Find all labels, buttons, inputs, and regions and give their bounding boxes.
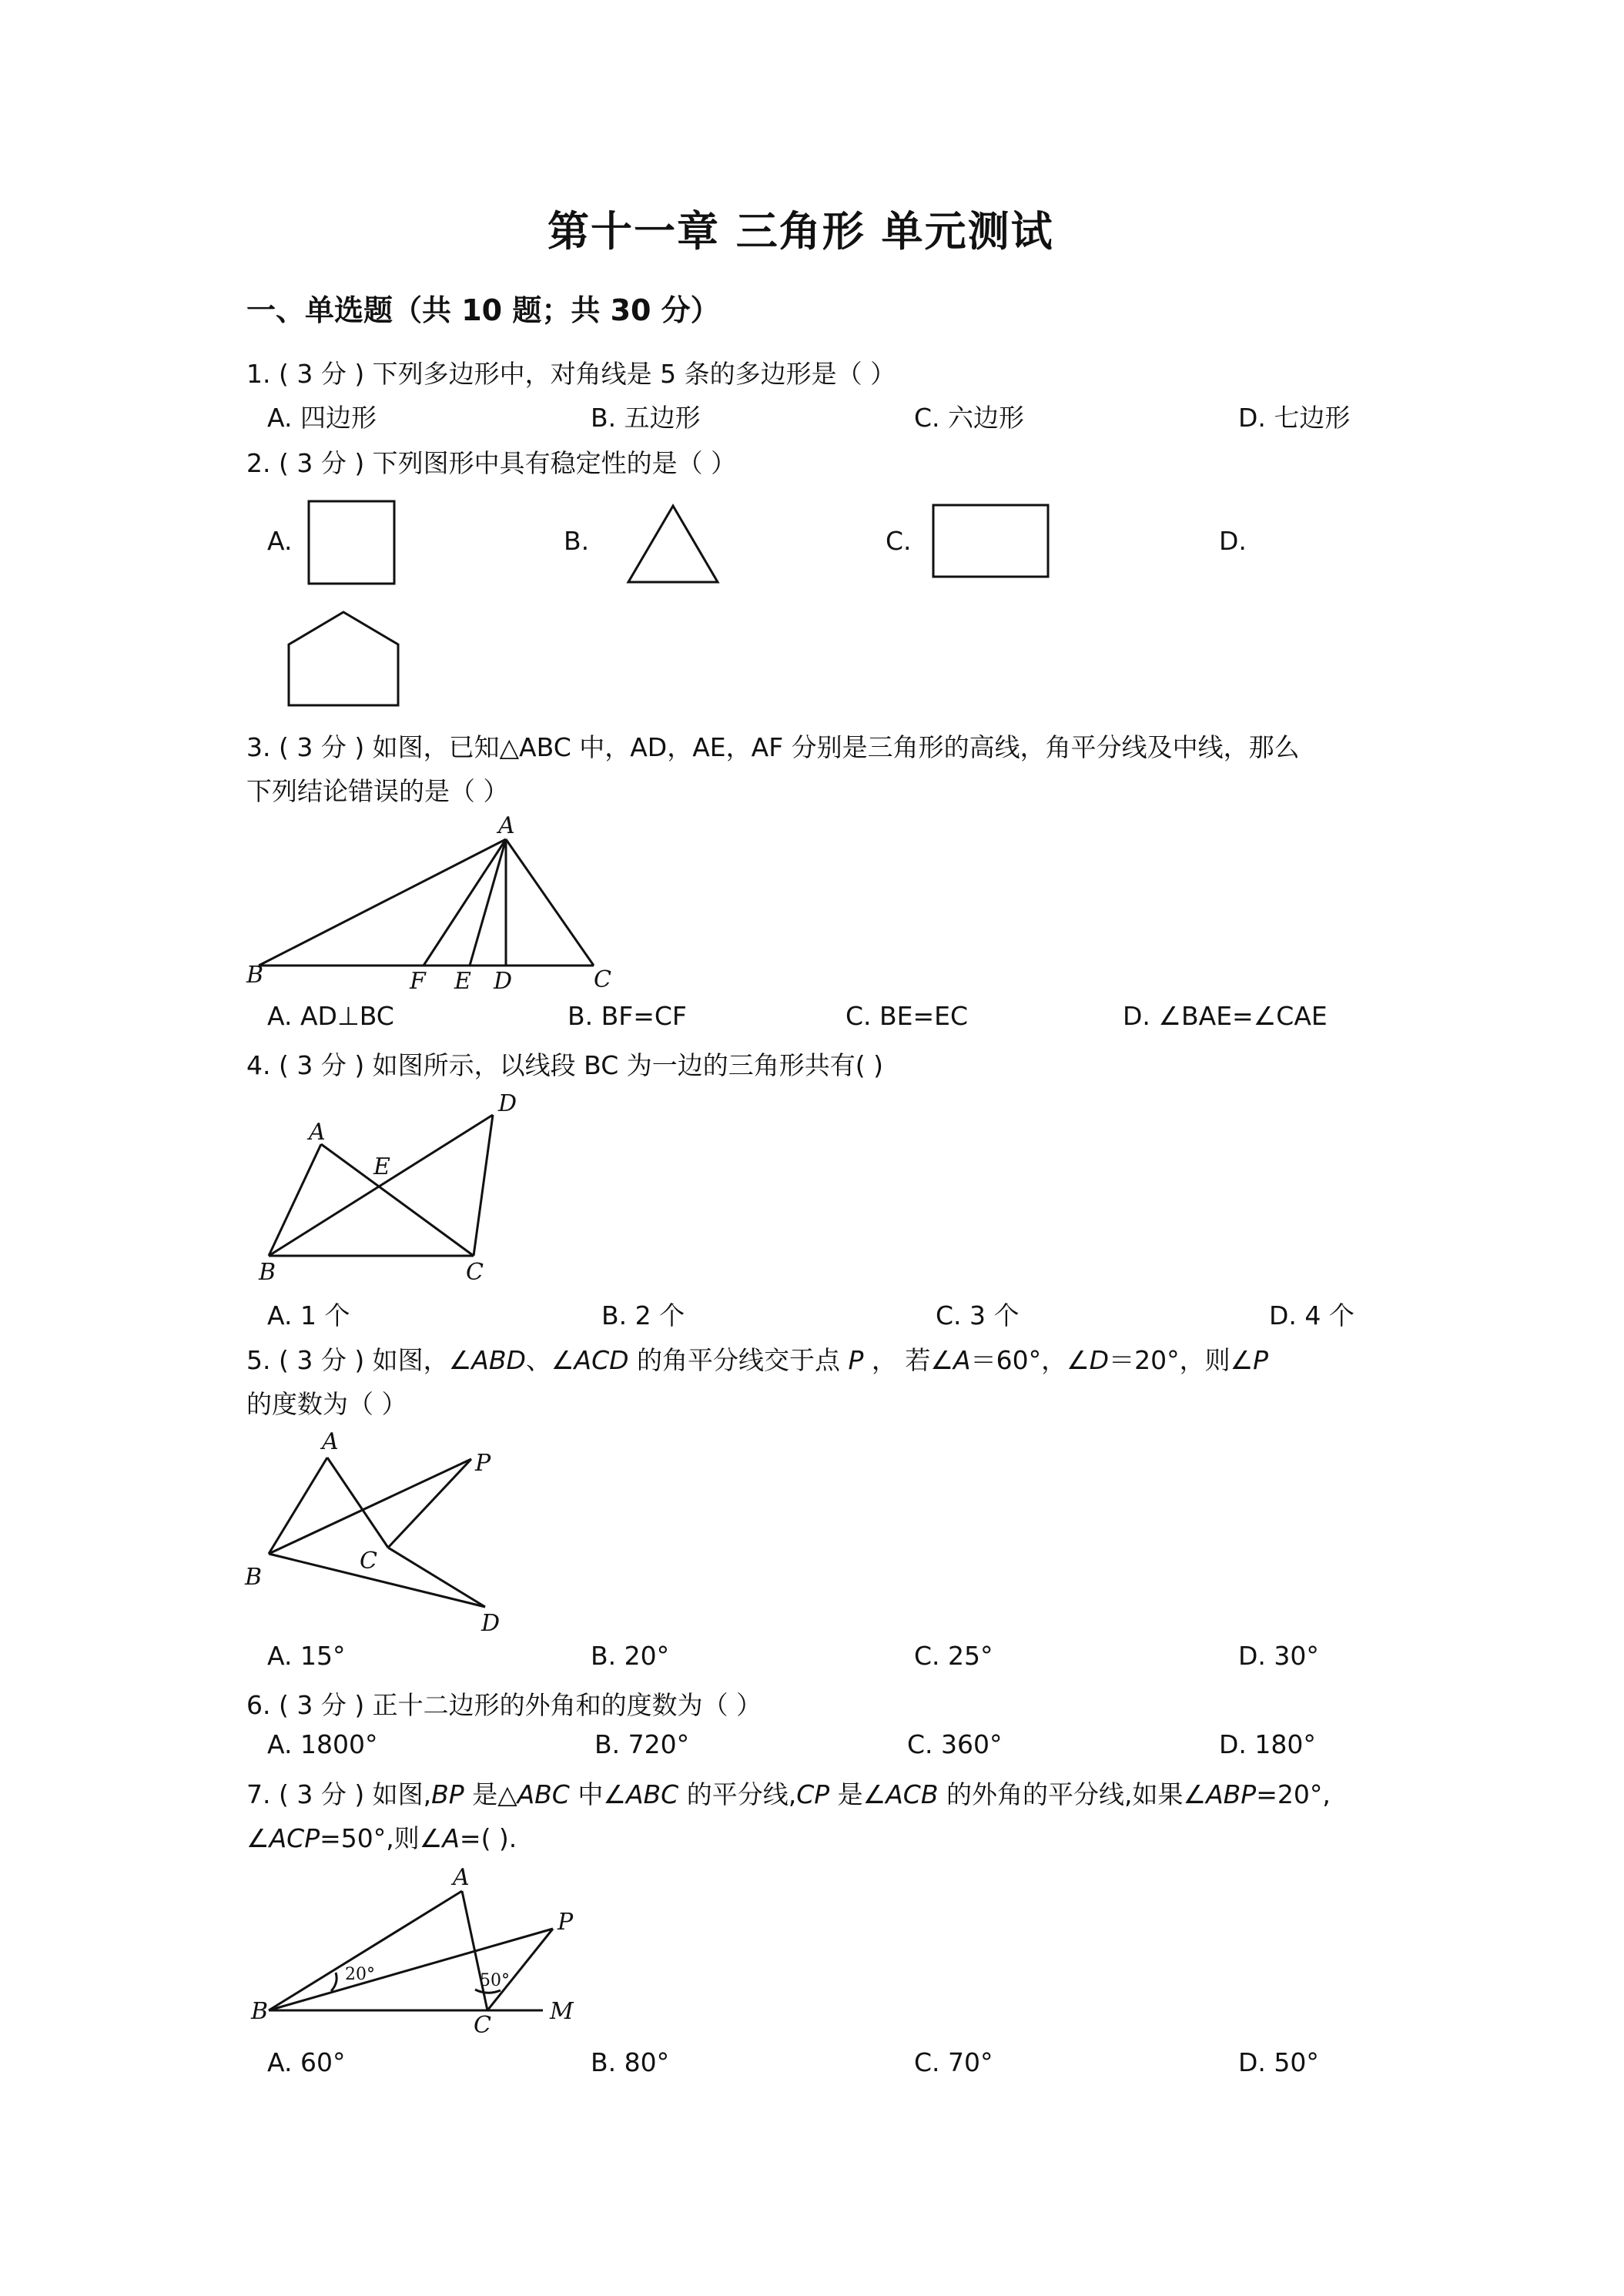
question-7-option-c[interactable]: C. 70° [914, 2047, 993, 2077]
fig7-label-c: C [474, 2012, 491, 2039]
question-2-option-c[interactable]: C. [886, 526, 912, 556]
fig3-label-a: A [498, 812, 515, 839]
q7-abp: ABP [1206, 1779, 1257, 1809]
fig4-label-b: B [259, 1259, 276, 1286]
page-title: 第十一章 三角形 单元测试 [547, 206, 1054, 256]
fig5-label-c: C [360, 1548, 377, 1575]
question-7-stem-line2 [246, 1819, 517, 1855]
question-2-option-d[interactable]: D. [1219, 526, 1247, 556]
fig5-label-b: B [245, 1564, 263, 1591]
fig3-label-b: B [246, 962, 264, 989]
fig7-label-a: A [453, 1864, 470, 1891]
section-heading: 一、单选题（共 10 题；共 30 分） [246, 293, 720, 327]
question-1-option-a[interactable]: A. 四边形 [267, 403, 377, 433]
question-7-stem-line1 [246, 1775, 1331, 1811]
q7-text-c: 是△ [464, 1779, 517, 1809]
q7-acp: ACP [269, 1823, 320, 1853]
q5-angle-a: ∠A [930, 1345, 971, 1375]
fig7-label-p: P [558, 1909, 574, 1936]
question-3-stem-line1: 3. ( 3 分 ) 如图，已知△ABC 中，AD，AE，AF 分别是三角形的高线，角平分线及中线，那么 [246, 732, 1300, 762]
fig5-label-p: P [475, 1450, 491, 1477]
question-6-stem: 6. ( 3 分 ) 正十二边形的外角和的度数为（ ） [246, 1690, 762, 1720]
fig4-label-c: C [466, 1259, 484, 1286]
q5-text-e: 的角平分线交于点 [628, 1345, 849, 1375]
fig5-label-d: D [481, 1610, 501, 1637]
question-5-option-d[interactable]: D. 30° [1238, 1641, 1319, 1671]
q7-text-g: 的平分线, [678, 1779, 797, 1809]
q7-a: A [442, 1823, 460, 1853]
question-2-stem: 2. ( 3 分 ) 下列图形中具有稳定性的是（ ） [246, 448, 737, 478]
question-3-option-a[interactable]: A. AD⊥BC [267, 1001, 394, 1031]
question-3-option-b[interactable]: B. BF=CF [568, 1001, 687, 1031]
q7-abc-2: ABC [625, 1779, 679, 1809]
q5-angle-abd: ∠ABD [448, 1345, 526, 1375]
fig4-label-e: E [373, 1153, 390, 1180]
q5-point-p: P [848, 1345, 864, 1375]
fig3-label-c: C [594, 966, 611, 993]
question-7-option-a[interactable]: A. 60° [267, 2047, 346, 2077]
q7-abc-1: ABC [517, 1779, 570, 1809]
q7-2-e: =( ). [459, 1823, 517, 1853]
question-4-option-c[interactable]: C. 3 个 [936, 1300, 1020, 1330]
question-7-option-b[interactable]: B. 80° [591, 2047, 670, 2077]
q5-text-k: ＝20°，则 [1109, 1345, 1231, 1375]
fig4-label-d: D [498, 1090, 517, 1117]
question-2-option-b[interactable]: B. [564, 526, 590, 556]
fig3-label-d: D [494, 968, 513, 995]
q7-text-a: 7. ( 3 分 ) 如图, [246, 1779, 432, 1809]
q7-bp: BP [431, 1779, 464, 1809]
question-4-option-d[interactable]: D. 4 个 [1269, 1300, 1354, 1330]
question-6-option-c[interactable]: C. 360° [907, 1729, 1003, 1759]
question-1-option-b[interactable]: B. 五边形 [591, 403, 701, 433]
q5-text-i: ＝60°， [970, 1345, 1067, 1375]
q5-text-g: ， 若 [863, 1345, 931, 1375]
question-5-option-a[interactable]: A. 15° [267, 1641, 346, 1671]
q7-cp: CP [796, 1779, 830, 1809]
q5-angle-d: ∠D [1066, 1345, 1110, 1375]
fig3-label-f: F [410, 968, 426, 995]
question-5-stem-line1 [246, 1340, 1268, 1377]
question-1-stem: 1. ( 3 分 ) 下列多边形中，对角线是 5 条的多边形是（ ） [246, 359, 896, 389]
q5-angle-p: ∠P [1230, 1345, 1269, 1375]
q7-acb: ACB [886, 1779, 939, 1809]
q7-text-k: 的外角的平分线,如果∠ [938, 1779, 1207, 1809]
question-1-option-c[interactable]: C. 六边形 [914, 403, 1025, 433]
question-5-stem-line2: 的度数为（ ） [246, 1389, 407, 1419]
question-7-option-d[interactable]: D. 50° [1238, 2047, 1319, 2077]
question-4-option-a[interactable]: A. 1 个 [267, 1300, 350, 1330]
question-3-stem-line2: 下列结论错误的是（ ） [246, 776, 509, 806]
question-6-option-d[interactable]: D. 180° [1219, 1729, 1316, 1759]
q7-text-e: 中∠ [569, 1779, 626, 1809]
question-6-option-a[interactable]: A. 1800° [267, 1729, 378, 1759]
fig7-label-m: M [550, 1998, 574, 2025]
fig3-label-e: E [454, 968, 471, 995]
question-5-option-b[interactable]: B. 20° [591, 1641, 670, 1671]
fig7-label-50: 50° [480, 1971, 510, 1990]
fig5-label-a: A [322, 1428, 339, 1455]
fig7-label-b: B [251, 1998, 269, 2025]
question-3-option-c[interactable]: C. BE=EC [845, 1001, 969, 1031]
q5-text-c: 、 [525, 1345, 551, 1375]
question-4-stem: 4. ( 3 分 ) 如图所示，以线段 BC 为一边的三角形共有( ) [246, 1050, 883, 1080]
question-5-option-c[interactable]: C. 25° [914, 1641, 993, 1671]
q7-text-m: =20°, [1256, 1779, 1331, 1809]
q7-text-i: 是∠ [829, 1779, 886, 1809]
question-1-option-d[interactable]: D. 七边形 [1238, 403, 1351, 433]
q7-2-a: ∠ [246, 1823, 270, 1853]
fig4-label-a: A [309, 1119, 326, 1146]
q5-angle-acd: ∠ACD [551, 1345, 629, 1375]
question-4-option-b[interactable]: B. 2 个 [601, 1300, 685, 1330]
fig7-label-20: 20° [345, 1965, 375, 1984]
question-6-option-b[interactable]: B. 720° [594, 1729, 690, 1759]
q5-text-a: 5. ( 3 分 ) 如图， [246, 1345, 449, 1375]
q7-2-c: =50°,则∠ [320, 1823, 443, 1853]
question-2-option-a[interactable]: A. [267, 526, 293, 556]
question-3-option-d[interactable]: D. ∠BAE=∠CAE [1123, 1001, 1328, 1031]
